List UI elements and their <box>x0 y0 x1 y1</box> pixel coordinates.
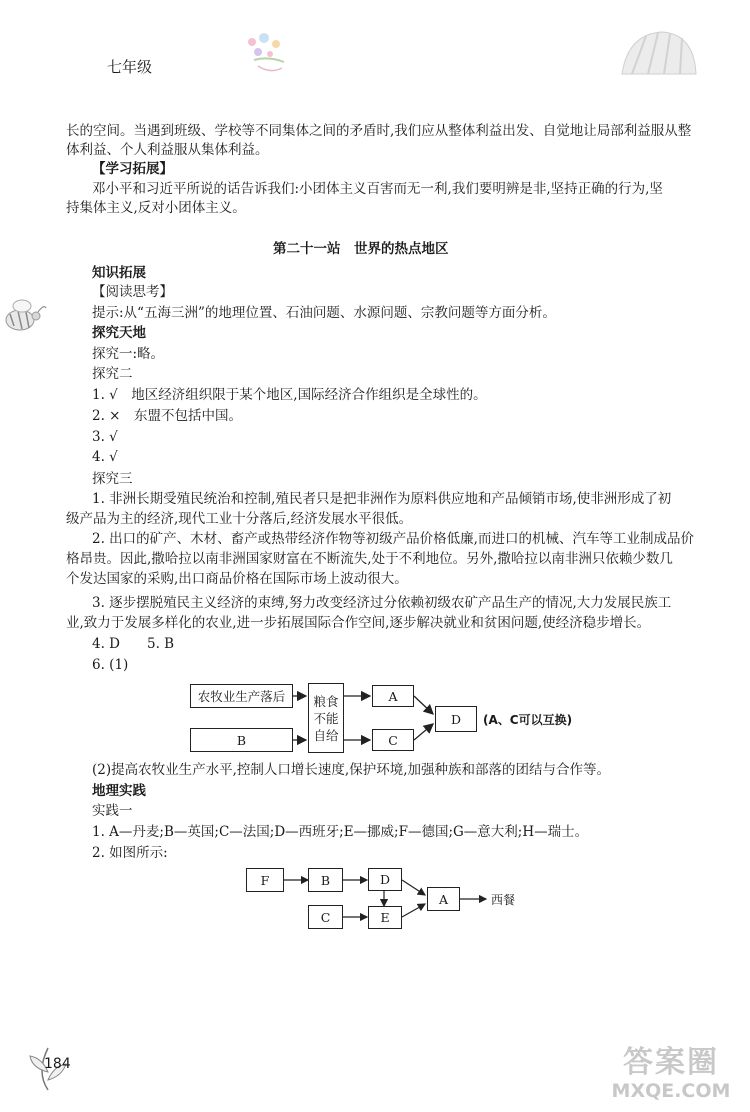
body-line: 个发达国家的采购,出口商品价格在国际市场上波动很大。 <box>66 571 408 587</box>
box-c: C <box>372 729 414 751</box>
subheading-geography-practice: 地理实践 <box>92 783 146 799</box>
box-b2: B <box>308 868 343 892</box>
subheading-explore-world: 探究天地 <box>92 325 146 341</box>
section-title: 第二十一站 世界的热点地区 <box>273 241 449 257</box>
box-d: D <box>435 706 477 732</box>
hint-text: 提示:从“五海三洲”的地理位置、石油问题、水源问题、宗教问题等方面分析。 <box>92 305 556 321</box>
body-line: 2. 出口的矿产、木材、畜产或热带经济作物等初级产品价格低廉,而进口的机械、汽车等工业制成品价 <box>92 531 694 547</box>
body-line: 3. 逐步摆脱殖民主义经济的束缚,努力改变经济过分依赖初级农矿产品生产的情况,大力发展民族工 <box>92 595 672 611</box>
top-text-line: 体利益、个人利益服从集体利益。 <box>66 142 269 158</box>
body-line: (2)提高农牧业生产水平,控制人口增长速度,保护环境,加强种族和部落的团结与合作等。 <box>92 762 610 778</box>
top-text-line: 持集体主义,反对小团体主义。 <box>66 200 246 216</box>
box-e2: E <box>368 906 402 929</box>
box-d2: D <box>368 868 402 891</box>
box-c2: C <box>308 905 343 929</box>
result-western-food: 西餐 <box>491 893 516 907</box>
body-line: 2. × 东盟不包括中国。 <box>92 408 242 424</box>
body-line: 4. D 5. B <box>92 636 175 652</box>
body-line: 1. 非洲长期受殖民统治和控制,殖民者只是把非洲作为原料供应地和产品倾销市场,使非洲形成了初 <box>92 491 672 507</box>
body-line: 1. A—丹麦;B—英国;C—法国;D—西班牙;E—挪威;F—德国;G—意大利;H—瑞士。 <box>92 824 589 840</box>
watermark-title: 答案圈 <box>623 1045 719 1080</box>
subheading-knowledge-extension: 知识拓展 <box>92 265 146 281</box>
body-line: 1. √ 地区经济组织限于某个地区,国际经济合作组织是全球性的。 <box>92 387 487 403</box>
top-text-line: 邓小平和习近平所说的话告诉我们:小团体主义百害而无一利,我们要明辨是非,坚持正确的行为,坚 <box>92 181 663 197</box>
body-line: 探究三 <box>92 471 133 487</box>
top-text-line: 长的空间。当遇到班级、学校等不同集体之间的矛盾时,我们应从整体利益出发、自觉地让局部利益服从整 <box>66 123 692 139</box>
body-line: 4. √ <box>92 449 118 465</box>
body-line: 探究二 <box>92 366 133 382</box>
body-line: 级产品为主的经济,现代工业十分落后,经济发展水平很低。 <box>66 511 413 527</box>
body-line: 实践一 <box>92 803 133 819</box>
watermark-url: MXQE.COM <box>611 1080 731 1102</box>
food-text-2: 不能 <box>313 710 339 726</box>
box-a2: A <box>427 887 460 911</box>
food-text-1: 粮食 <box>313 693 339 709</box>
body-line: 6. (1) <box>92 657 129 673</box>
body-line: 格昂贵。因此,撒哈拉以南非洲国家财富在不断流失,处于不利地位。另外,撒哈拉以南非洲只依赖少数几 <box>66 551 673 567</box>
grade-label: 七年级 <box>107 58 153 76</box>
body-line: 业,致力于发展多样化的农业,进一步拓展国际合作空间,逐步解决就业和贫困问题,使经济稳步增长。 <box>66 615 651 631</box>
page-number: 184 <box>44 1056 71 1072</box>
body-line: 3. √ <box>92 429 118 445</box>
subheading-learning-extension: 【学习拓展】 <box>92 161 173 177</box>
diagram-note: (A、C可以互换) <box>483 713 573 727</box>
body-line: 探究一:略。 <box>92 346 165 362</box>
box-farm-backward: 农牧业生产落后 <box>190 684 293 708</box>
box-a: A <box>372 685 414 707</box>
watermark <box>598 1046 744 1108</box>
box-b: B <box>190 728 293 752</box>
body-line: 2. 如图所示: <box>92 845 168 861</box>
food-text-3: 自给 <box>313 727 339 743</box>
box-f: F <box>246 868 284 892</box>
subheading-reading-thinking: 【阅读思考】 <box>92 284 173 300</box>
